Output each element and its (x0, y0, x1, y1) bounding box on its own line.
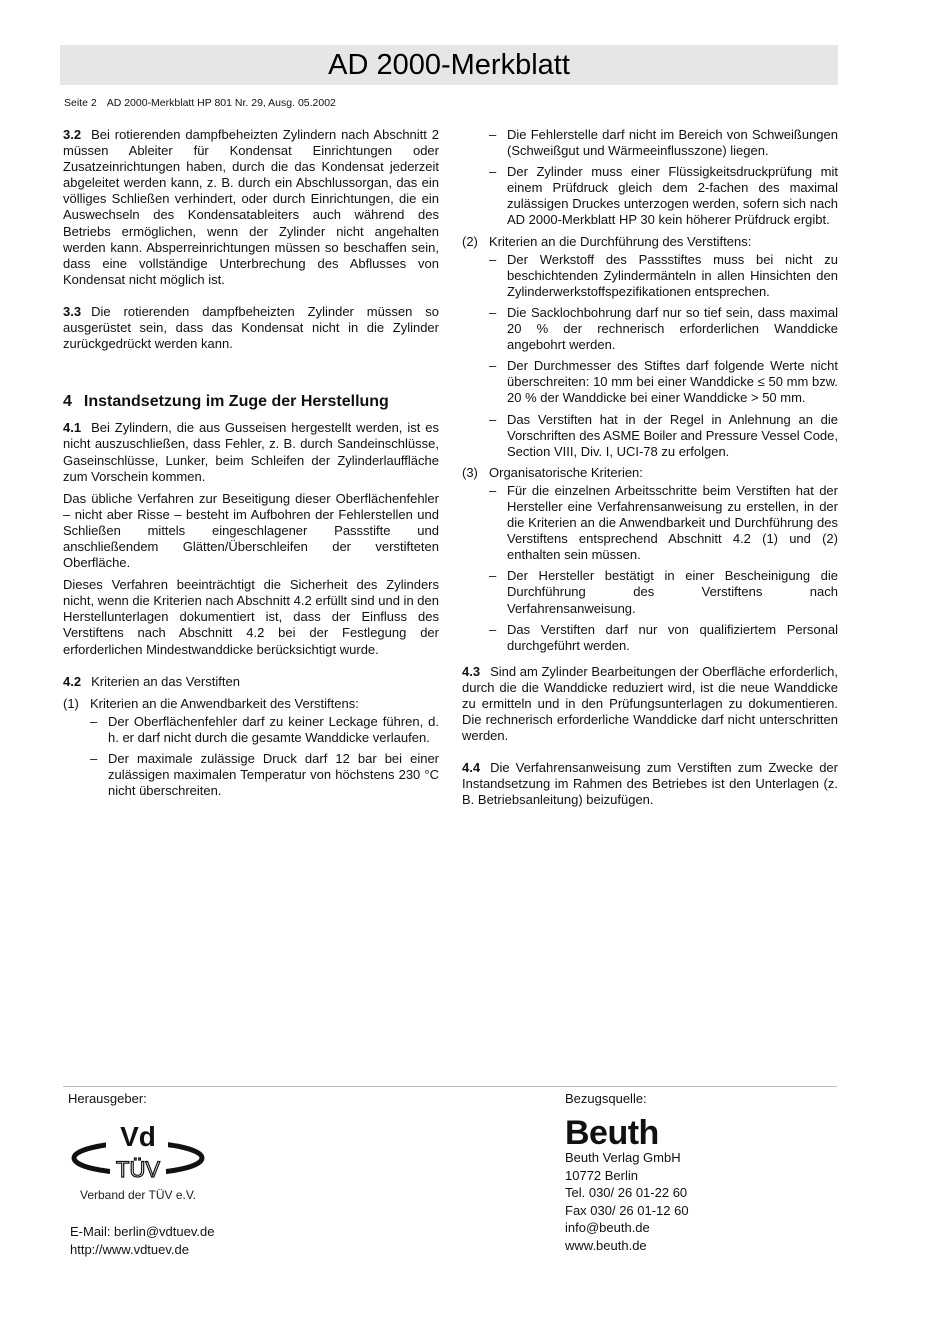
criteria-1-list-continued (489, 127, 838, 229)
enum-text: Kriterien an die Durchführung des Verstiftens: (489, 233, 752, 249)
paragraph-4-1-c: Dieses Verfahren beeinträchtigt die Sicherheit des Zylinders nicht, wenn die Kriterien nach Abschnitt 4.2 erfüllt sind und in den Herstellunterlagen dokumentiert ist, dass der Einfluss des Verstiftens nach Abschnitt 4.2 bei der Festlegung der erforderlichen Mindestwanddicke berücksichtigt wurde. (63, 577, 439, 657)
criteria-2-heading (462, 234, 838, 250)
beuth-logo: Beuth (565, 1114, 659, 1152)
list-item: – Das Verstiften darf nur von qualifiziertem Personal durchgeführt werden. (489, 621, 838, 653)
list-item: – Der Werkstoff des Passstiftes muss bei nicht zu beschichtenden Zylindermänteln in allen Hinsichten den Zylinderwerkstoffspezifikationen entsprechen. (489, 251, 838, 299)
publisher-label: Herausgeber: (68, 1091, 147, 1106)
page-number: Seite 2 (64, 97, 97, 109)
publisher-contact (70, 1223, 214, 1258)
paragraph-number: 3.3 (63, 303, 82, 319)
page-info (64, 97, 336, 109)
paragraph-4-1-b: Das übliche Verfahren zur Beseitigung dieser Oberflächenfehler – nicht aber Risse – besteht im Aufbohren der Fehlerstellen und Schließen mittels eingeschlagener Passstifte und anschließendem Glätten/Überschleifen der verstifteten Oberfläche. (63, 490, 439, 571)
enum-text: Kriterien an die Anwendbarkeit des Verstiftens: (90, 695, 359, 711)
paragraph-text: Sind am Zylinder Bearbeitungen der Oberfläche erforderlich, durch die die Wanddicke reduziert wird, ist die neue Wanddicke zu ermitteln und in den Prüfungsunterlagen zu dokumentieren. Die rechnerisch erforderliche Wanddicke darf nicht unterschritten werden. (462, 663, 838, 744)
list-item: – Die Sacklochbohrung darf nur so tief sein, dass maximal 20 % der rechnerisch erforderlichen Wanddicke angebohrt werden. (489, 304, 838, 353)
beuth-city: 10772 Berlin (565, 1167, 638, 1183)
enum-label: (3) (462, 464, 478, 480)
paragraph-number: 4.1 (63, 420, 82, 436)
paragraph-number: 4.3 (462, 663, 481, 679)
list-item: – Der Durchmesser des Stiftes darf folgende Werte nicht überschreiten: 10 mm bei einer Wanddicke ≤ 50 mm bzw. 20 % der Wanddicke bei einer Wanddicke > 50 mm. (489, 358, 838, 406)
paragraph-text: Bei Zylindern, die aus Gusseisen hergestellt werden, ist es nicht auszuschließen, dass Fehler, z. B. durch Sandeinschlüsse, Gaseinschlüsse, Lunker, beim Schleifen der Zylinderlauffläche zum Vorschein kommen. (63, 420, 439, 484)
document-title: AD 2000-Merkblatt (328, 48, 570, 81)
list-item: – Die Fehlerstelle darf nicht im Bereich von Schweißungen (Schweißgut und Wärmeeinflusszone) liegen. (489, 127, 838, 159)
document-reference: AD 2000-Merkblatt HP 801 Nr. 29, Ausg. 05.2002 (106, 97, 336, 109)
paragraph-number: 3.2 (63, 127, 82, 142)
svg-text:Vd: Vd (120, 1121, 156, 1152)
section-heading-4 (63, 394, 439, 410)
paragraph-4-3 (462, 664, 838, 744)
criteria-2-list (489, 252, 838, 460)
vdtuev-caption: Verband der TÜV e.V. (80, 1188, 197, 1202)
paragraph-4-4 (462, 760, 838, 808)
criteria-3-list (489, 483, 838, 654)
paragraph-3-3 (63, 304, 439, 352)
beuth-email[interactable]: info@beuth.de (565, 1220, 650, 1235)
criteria-1-heading (63, 696, 439, 712)
paragraph-text: Die Verfahrensanweisung zum Verstiften zum Zwecke der Instandsetzung im Rahmen des Betriebes ist den Unterlagen (z. B. Betriebsanleitung) beizufügen. (462, 760, 838, 808)
paragraph-text: Die rotierenden dampfbeheizten Zylinder müssen so ausgerüstet sein, dass das Kondensat nicht in die Zylinder zurückgedrückt werden kann. (63, 303, 439, 352)
source-label: Bezugsquelle: (565, 1091, 647, 1106)
criteria-1-list (90, 714, 439, 799)
enum-text: Organisatorische Kriterien: (489, 464, 643, 480)
footer-divider (63, 1086, 837, 1087)
beuth-fax: Fax 030/ 26 01-12 60 (565, 1202, 689, 1218)
enum-label: (2) (462, 233, 478, 249)
beuth-phone: Tel. 030/ 26 01-22 60 (565, 1185, 688, 1200)
list-item: – Der Oberflächenfehler darf zu keiner Leckage führen, d. h. er darf nicht durch die gesamte Wanddicke verlaufen. (90, 713, 439, 745)
publisher-website[interactable]: http://www.vdtuev.de (70, 1241, 189, 1257)
paragraph-number: 4.2 (63, 673, 82, 689)
vdtuev-logo (70, 1120, 210, 1190)
enum-label: (1) (63, 695, 79, 711)
paragraph-4-1 (63, 420, 439, 484)
header-banner (60, 45, 838, 85)
publisher-email[interactable]: E-Mail: berlin@vdtuev.de (70, 1224, 215, 1239)
svg-text:TÜV: TÜV (116, 1157, 160, 1182)
paragraph-3-2 (63, 127, 439, 288)
list-item: – Der maximale zulässige Druck darf 12 bar bei einer zulässigen maximalen Temperatur von höchstens 230 °C nicht überschreiten. (90, 751, 439, 799)
paragraph-number: 4.4 (462, 760, 481, 776)
right-column (462, 127, 838, 809)
list-item: – Der Hersteller bestätigt in einer Bescheinigung die Durchführung des Verstiftens nach Verfahrensanweisung. (489, 568, 838, 616)
list-item: – Der Zylinder muss einer Flüssigkeitsdruckprüfung mit einem Prüfdruck gleich dem 2-fachen des maximal zulässigen Druckes unterzogen werden, sofern sich nach AD 2000-Merkblatt HP 30 kein höherer Prüfdruck ergibt. (489, 164, 838, 228)
paragraph-text: Kriterien an das Verstiften (91, 673, 240, 689)
paragraph-text: Bei rotierenden dampfbeheizten Zylindern nach Abschnitt 2 müssen Ableiter für Kondensat Einrichtungen oder Zusatzeinrichtungen haben, durch die das Kondensat jederzeit abgeleitet werden kann, z. B. durch ein Abschlussorgan, das ein völliges Schließen verhindert, oder durch Einrichtungen, die ein Auswechseln des Kondensatableiters auch während des Betriebs ermöglichen, wenn der Zylinder nicht angehalten werden kann. Absperreinrichtungen müssen so beschaffen sein, dass eine vollständige Unterbrechung des Abflusses von Kondensat nicht möglich ist. (63, 127, 439, 287)
paragraph-4-2 (63, 674, 439, 690)
beuth-website[interactable]: www.beuth.de (565, 1237, 647, 1253)
beuth-address (565, 1149, 689, 1254)
section-number: 4 (63, 393, 72, 411)
section-title: Instandsetzung im Zuge der Herstellung (83, 393, 389, 411)
criteria-3-heading (462, 465, 838, 481)
list-item: – Für die einzelnen Arbeitsschritte beim Verstiften hat der Hersteller eine Verfahrensanweisung zu erstellen, in der die Kriterien an die Anwendbarkeit und Durchführung des Verstiftens entsprechend Abschnitt 4.2 (1) und (2) enthalten sein müssen. (489, 482, 838, 563)
left-column (63, 127, 439, 804)
list-item: – Das Verstiften hat in der Regel in Anlehnung an die Vorschriften des ASME Boiler and Pressure Vessel Code, Section VIII, Div. I, UCI-78 zu erfolgen. (489, 411, 838, 459)
beuth-company: Beuth Verlag GmbH (565, 1150, 681, 1165)
